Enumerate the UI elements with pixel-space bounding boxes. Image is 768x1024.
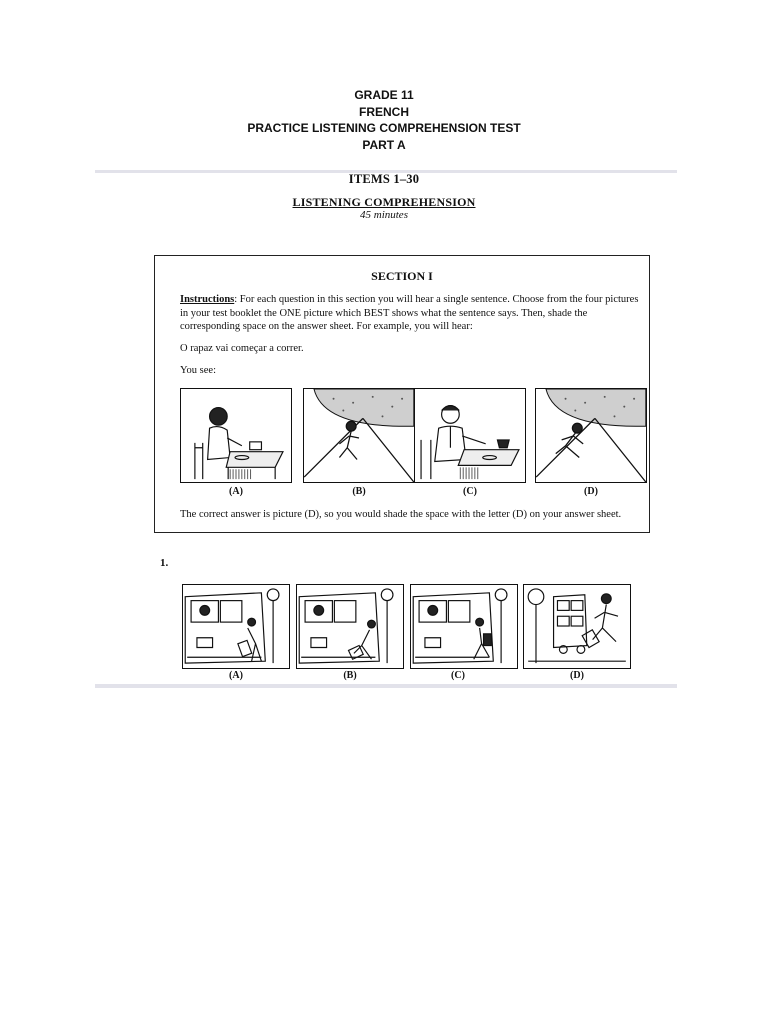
woman-running-bus-stop-illustration [524,585,630,668]
question-number: 1. [160,557,169,569]
bus-boarding-scene-illustration [411,585,517,668]
example-picture-b [303,388,415,483]
example-picture-d [535,388,647,483]
example-caption-a: (A) [229,486,243,497]
question1-caption-a: (A) [229,670,243,681]
question1-caption-b: (B) [343,670,357,681]
girl-running-illustration [304,389,414,482]
question1-picture-c [410,584,518,669]
instructions [180,293,640,334]
listening-title: LISTENING COMPREHENSION [292,195,476,209]
document-header [0,87,768,153]
instructions-label: Instructions [180,294,235,305]
section-title: SECTION I [371,269,433,283]
boy-starting-run-illustration [536,389,646,482]
subject-line: FRENCH [359,104,409,119]
duration-label: 45 minutes [360,209,408,221]
example-sentence: O rapaz vai começar a correr. [180,343,304,354]
instructions-text: : For each question in this section you will hear a single sentence. Choose from the four pictures in your test booklet the ONE picture which BEST shows what the sentence says. Then, shade the corresponding space on the answer sheet. For example, you will hear: [180,294,639,332]
items-title: ITEMS 1–30 [348,172,420,186]
question1-caption-d: (D) [570,670,584,681]
example-caption-b: (B) [352,486,366,497]
part-line: PART A [362,137,406,152]
bottom-divider [95,684,677,688]
man-at-table-illustration [415,389,525,482]
grade-line: GRADE 11 [354,88,414,102]
question1-caption-c: (C) [451,670,465,681]
correct-answer-note: The correct answer is picture (D), so you would shade the space with the letter (D) on your answer sheet. [180,509,622,520]
woman-at-table-illustration [181,389,291,482]
example-caption-c: (C) [463,486,477,497]
section-box [154,255,650,533]
example-picture-c [414,388,526,483]
you-see-label: You see: [180,365,216,376]
test-title-line: PRACTICE LISTENING COMPREHENSION TEST [247,121,521,135]
bus-door-scene-illustration [183,585,289,668]
example-caption-d: (D) [584,486,598,497]
example-picture-a [180,388,292,483]
question1-picture-a [182,584,290,669]
question1-picture-d [523,584,631,669]
question1-picture-b [296,584,404,669]
bus-suitcase-scene-illustration [297,585,403,668]
